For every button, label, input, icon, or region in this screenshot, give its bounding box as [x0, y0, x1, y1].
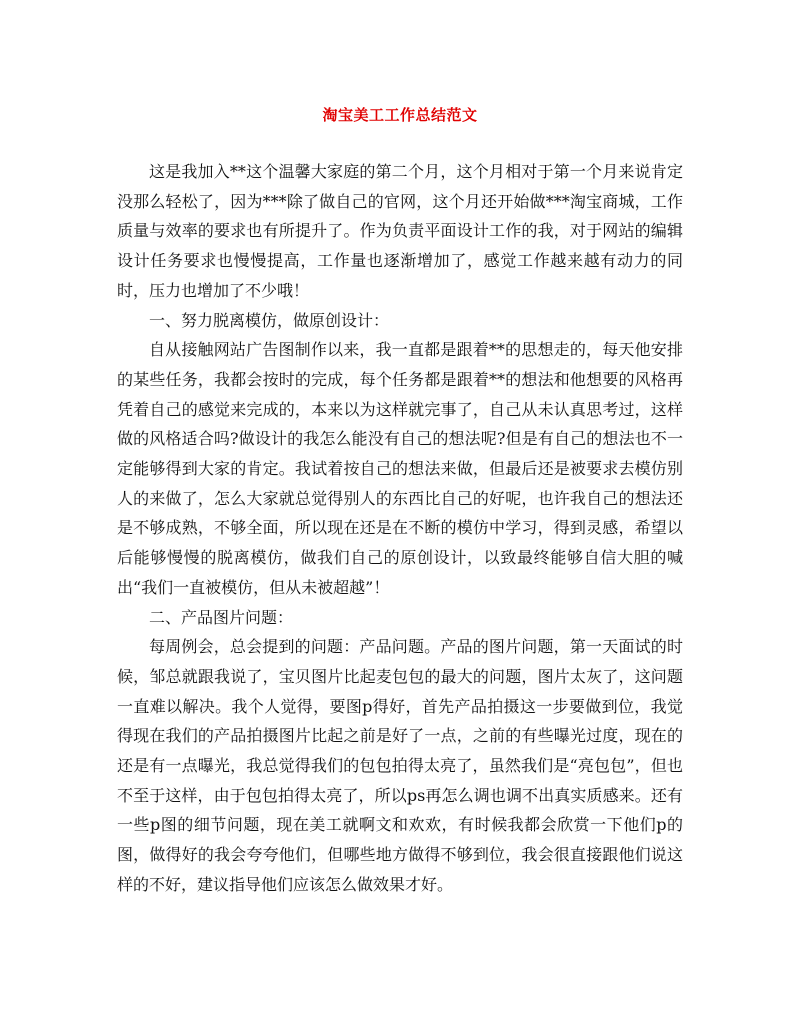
paragraph-original-design: 自从接触网站广告图制作以来，我一直都是跟着**的思想走的，每天他安排的某些任务，我都会按时的完成，每个任务都是跟着**的想法和他想要的风格再凭着自己的感觉来完成的，本来以为这样就完事了，自己从未认真思考过，这样做的风格适合吗?做设计的我怎么能没有自己的想法呢?但是有自己的想法也不一定能够得到大家的肯定。我试着按自己的想法来做，但最后还是被要求去模仿别人的来做了，怎么大家就总觉得别人的东西比自己的好呢，也许我自己的想法还是不够成熟，不够全面，所以现在还是在不断的模仿中学习，得到灵感，希望以后能够慢慢的脱离模仿，做我们自己的原创设计，以致最终能够自信大胆的喊出“我们一直被模仿，但从未被超越”！	[117, 340, 683, 597]
paragraph-intro: 这是我加入**这个温馨大家庭的第二个月，这个月相对于第一个月来说肯定没那么轻松了，因为***除了做自己的官网，这个月还开始做***淘宝商城，工作质量与效率的要求也有所提升了。作为负责平面设计工作的我，对于网站的编辑设计任务要求也慢慢提高，工作量也逐渐增加了，感觉工作越来越有动力的同时，压力也增加了不少哦！	[117, 162, 683, 300]
section-heading-product-images: 二、产品图片问题：	[149, 607, 294, 627]
document-body	[117, 157, 683, 900]
document-title: 淘宝美工工作总结范文	[322, 106, 478, 124]
paragraph-product-images: 每周例会，总会提到的问题：产品问题。产品的图片问题，第一天面试的时候，邹总就跟我说了，宝贝图片比起麦包包的最大的问题，图片太灰了，这问题一直难以解决。我个人觉得，要图p得好，首先产品拍摄这一步要做到位，我觉得现在我们的产品拍摄图片比起之前是好了一点，之前的有些曝光过度，现在的还是有一点曝光，我总觉得我们的包包拍得太亮了，虽然我们是“亮包包”，但也不至于这样，由于包包拍得太亮了，所以ps再怎么调也调不出真实质感来。还有一些p图的细节问题，现在美工就啊文和欢欢，有时候我都会欣赏一下他们p的图，做得好的我会夸夸他们，但哪些地方做得不够到位，我会很直接跟他们说这样的不好，建议指导他们应该怎么做效果才好。	[117, 637, 683, 894]
section-heading-original-design: 一、努力脱离模仿，做原创设计：	[149, 310, 390, 330]
